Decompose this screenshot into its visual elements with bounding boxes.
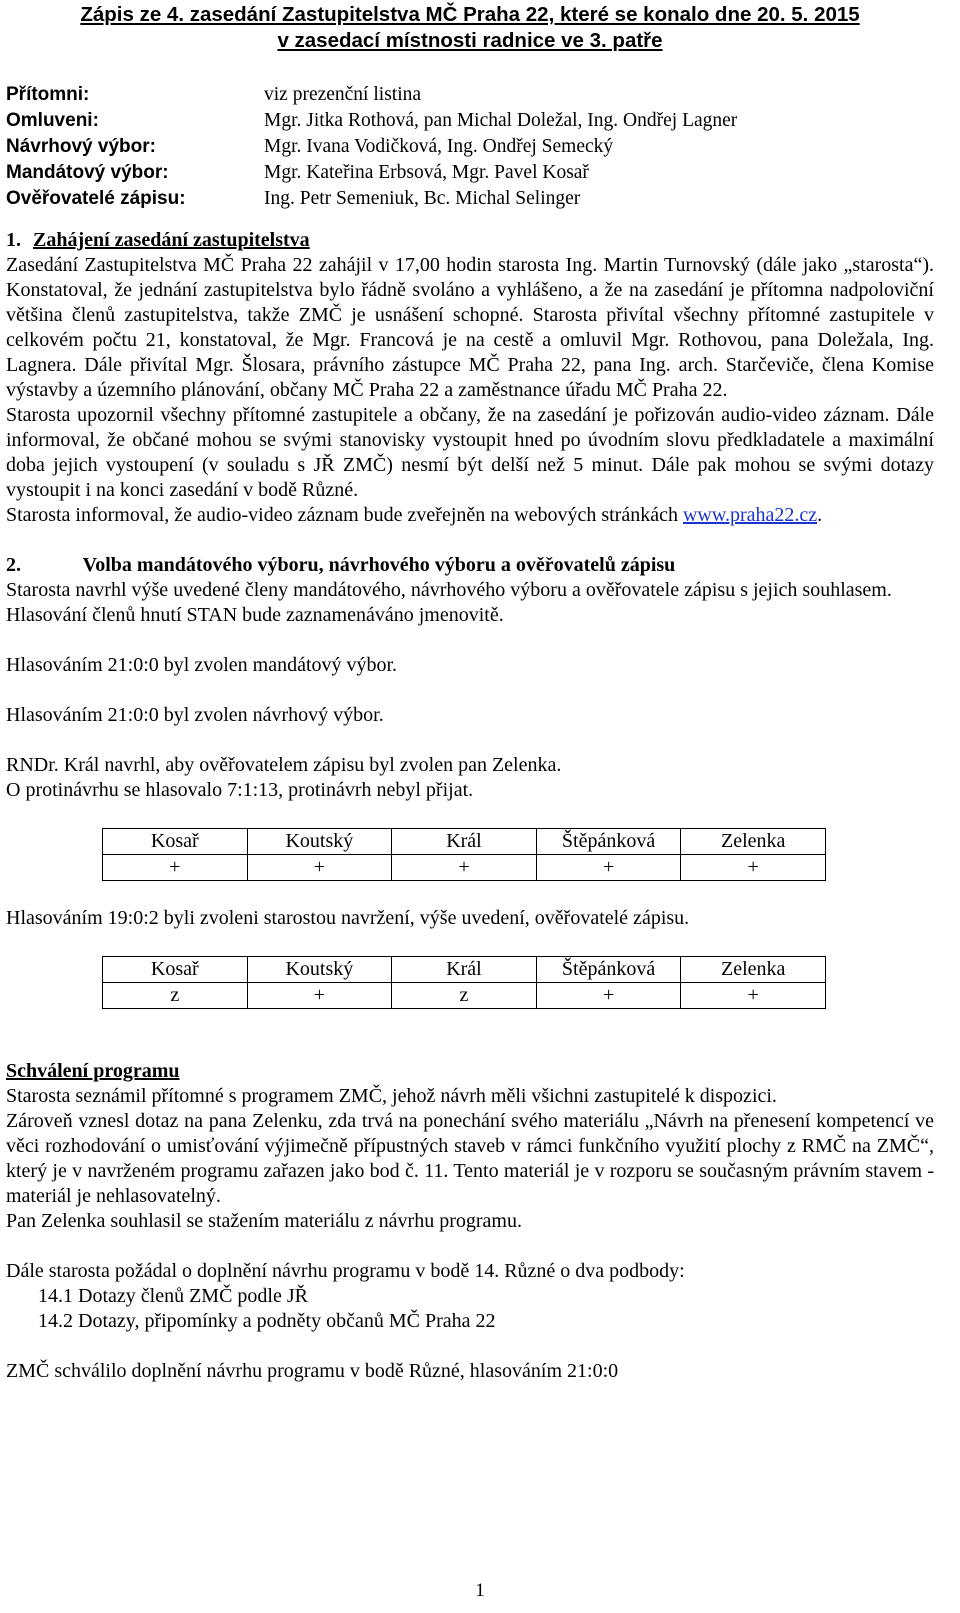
attendance-label: Přítomni: (6, 84, 90, 105)
paragraph: Hlasování členů hnutí STAN bude zaznamenáváno jmenovitě. (6, 604, 504, 626)
attendance-value: Mgr. Ivana Vodičková, Ing. Ondřej Semecký (264, 136, 614, 157)
table-header-cell: Kosař (103, 957, 248, 983)
attendance-row (6, 134, 934, 160)
table-header-row (103, 829, 826, 855)
paragraph: O protinávrhu se hlasovalo 7:1:13, protinávrh nebyl přijat. (6, 779, 474, 801)
attendance-block (6, 82, 934, 212)
table-header-cell: Kosař (103, 829, 248, 855)
paragraph: Hlasováním 19:0:2 byli zvoleni starostou navržení, výše uvedení, ověřovatelé zápisu. (6, 907, 690, 929)
attendance-value: Mgr. Kateřina Erbsová, Mgr. Pavel Kosař (264, 162, 589, 183)
table-header-cell: Štěpánková (536, 957, 681, 983)
list-item: 14.1 Dotazy členů ZMČ podle JŘ (38, 1285, 308, 1307)
attendance-label: Ověřovatelé zápisu: (6, 188, 186, 209)
text: . (817, 504, 823, 526)
attendance-label: Návrhový výbor: (6, 136, 156, 157)
attendance-label: Mandátový výbor: (6, 162, 169, 183)
paragraph: Starosta navrhl výše uvedené členy mandátového, návrhového výboru a ověřovatele zápisu s jejich souhlasem. (6, 579, 892, 601)
table-cell: + (247, 855, 392, 881)
text: Starosta informoval, že audio-video záznam bude zveřejněn na webových stránkách (6, 504, 683, 526)
paragraph: Starosta upozornil všechny přítomné zastupitele a občany, že na zasedání je pořizován audio-video záznam. Dále informoval, že občané mohou se svými stanovisky vystoupit hned po úvodním slovu předkladatele a maximální doba jejich vystoupení (v souladu s JŘ ZMČ) nesmí být delší než 5 minut. Dále pak mohou se svými dotazy vystoupit i na konci zasedání v bodě Různé. (6, 404, 934, 501)
table-header-cell: Král (392, 957, 537, 983)
table-header-cell: Král (392, 829, 537, 855)
list-item: 14.2 Dotazy, připomínky a podněty občanů MČ Praha 22 (38, 1310, 496, 1332)
table-header-cell: Štěpánková (536, 829, 681, 855)
section-1-heading (6, 228, 934, 253)
table-row (103, 983, 826, 1009)
table-cell: + (392, 855, 537, 881)
table-cell: + (681, 855, 826, 881)
paragraph: RNDr. Král navrhl, aby ověřovatelem zápisu byl zvolen pan Zelenka. (6, 754, 562, 776)
attendance-row (6, 108, 934, 134)
table-header-cell: Koutský (247, 829, 392, 855)
attendance-row (6, 160, 934, 186)
program-heading: Schválení programu (6, 1060, 180, 1082)
vote-table-1 (102, 828, 826, 881)
section-title: Volba mandátového výboru, návrhového výboru a ověřovatelů zápisu (82, 554, 676, 576)
attendance-label: Omluveni: (6, 110, 99, 131)
table-cell: + (536, 983, 681, 1009)
attendance-value: Ing. Petr Semeniuk, Bc. Michal Selinger (264, 188, 581, 209)
section-number: 1. (6, 229, 21, 251)
table-cell: + (247, 983, 392, 1009)
section-number: 2. (6, 554, 21, 576)
paragraph: Hlasováním 21:0:0 byl zvolen návrhový výbor. (6, 704, 384, 726)
table-header-cell: Zelenka (681, 957, 826, 983)
title-line-2: v zasedací místnosti radnice ve 3. patře (277, 29, 663, 52)
document-title (6, 2, 934, 54)
paragraph: Pan Zelenka souhlasil se stažením materiálu z návrhu programu. (6, 1210, 522, 1232)
section-2-heading (6, 553, 934, 578)
paragraph: ZMČ schválilo doplnění návrhu programu v bodě Různé, hlasováním 21:0:0 (6, 1360, 619, 1382)
table-header-cell: Zelenka (681, 829, 826, 855)
table-header-cell: Koutský (247, 957, 392, 983)
table-cell: z (103, 983, 248, 1009)
page-number: 1 (475, 1580, 485, 1601)
paragraph: Zasedání Zastupitelstva MČ Praha 22 zahájil v 17,00 hodin starosta Ing. Martin Turnovský (dále jako „starosta“). Konstatoval, že jednání zastupitelstva bylo řádně svoláno a vyhlášeno, a že na zasedání je přítomna nadpoloviční většina členů zastupitelstva, takže ZMČ je usnášení schopné. Starosta přivítal všechny přítomné zastupitele v celkovém počtu 21, konstatoval, že Mgr. Francová je na cestě a omluvil Mgr. Rothovou, pana Doležala, Ing. Lagnera. Dále přivítal Mgr. Šlosara, právního zástupce MČ Praha 22, pana Ing. arch. Starčeviče, člena Komise výstavby a územního plánování, občany MČ Praha 22 a zaměstnance úřadu MČ Praha 22. (6, 254, 934, 401)
title-line-1: Zápis ze 4. zasedání Zastupitelstva MČ Praha 22, které se konalo dne 20. 5. 2015 (80, 3, 860, 26)
paragraph (6, 503, 934, 528)
attendance-value: Mgr. Jitka Rothová, pan Michal Doležal, Ing. Ondřej Lagner (264, 110, 738, 131)
attendance-row (6, 82, 934, 108)
table-row (103, 855, 826, 881)
paragraph: Starosta seznámil přítomné s programem ZMČ, jehož návrh měli všichni zastupitelé k dispozici. (6, 1085, 777, 1107)
document-page (6, 0, 934, 1384)
table-cell: z (392, 983, 537, 1009)
table-cell: + (103, 855, 248, 881)
website-link[interactable]: www.praha22.cz (682, 504, 818, 526)
paragraph: Dále starosta požádal o doplnění návrhu programu v bodě 14. Různé o dva podbody: (6, 1260, 685, 1282)
table-cell: + (681, 983, 826, 1009)
paragraph: Hlasováním 21:0:0 byl zvolen mandátový výbor. (6, 654, 398, 676)
table-cell: + (536, 855, 681, 881)
table-header-row (103, 957, 826, 983)
paragraph: Zároveň vznesl dotaz na pana Zelenku, zda trvá na ponechání svého materiálu „Návrh na přenesení kompetencí ve věci rozhodování o umisťování výjimečně přípustných staveb v rámci funkčního využití plochy z RMČ na ZMČ“, který je v navrženém programu zařazen jako bod č. 11. Tento materiál je v rozporu se současným právním stavem - materiál je nehlasovatelný. (6, 1110, 934, 1207)
vote-table-2 (102, 956, 826, 1009)
attendance-value: viz prezenční listina (264, 84, 422, 105)
section-title: Zahájení zasedání zastupitelstva (33, 229, 310, 251)
attendance-row (6, 186, 934, 212)
